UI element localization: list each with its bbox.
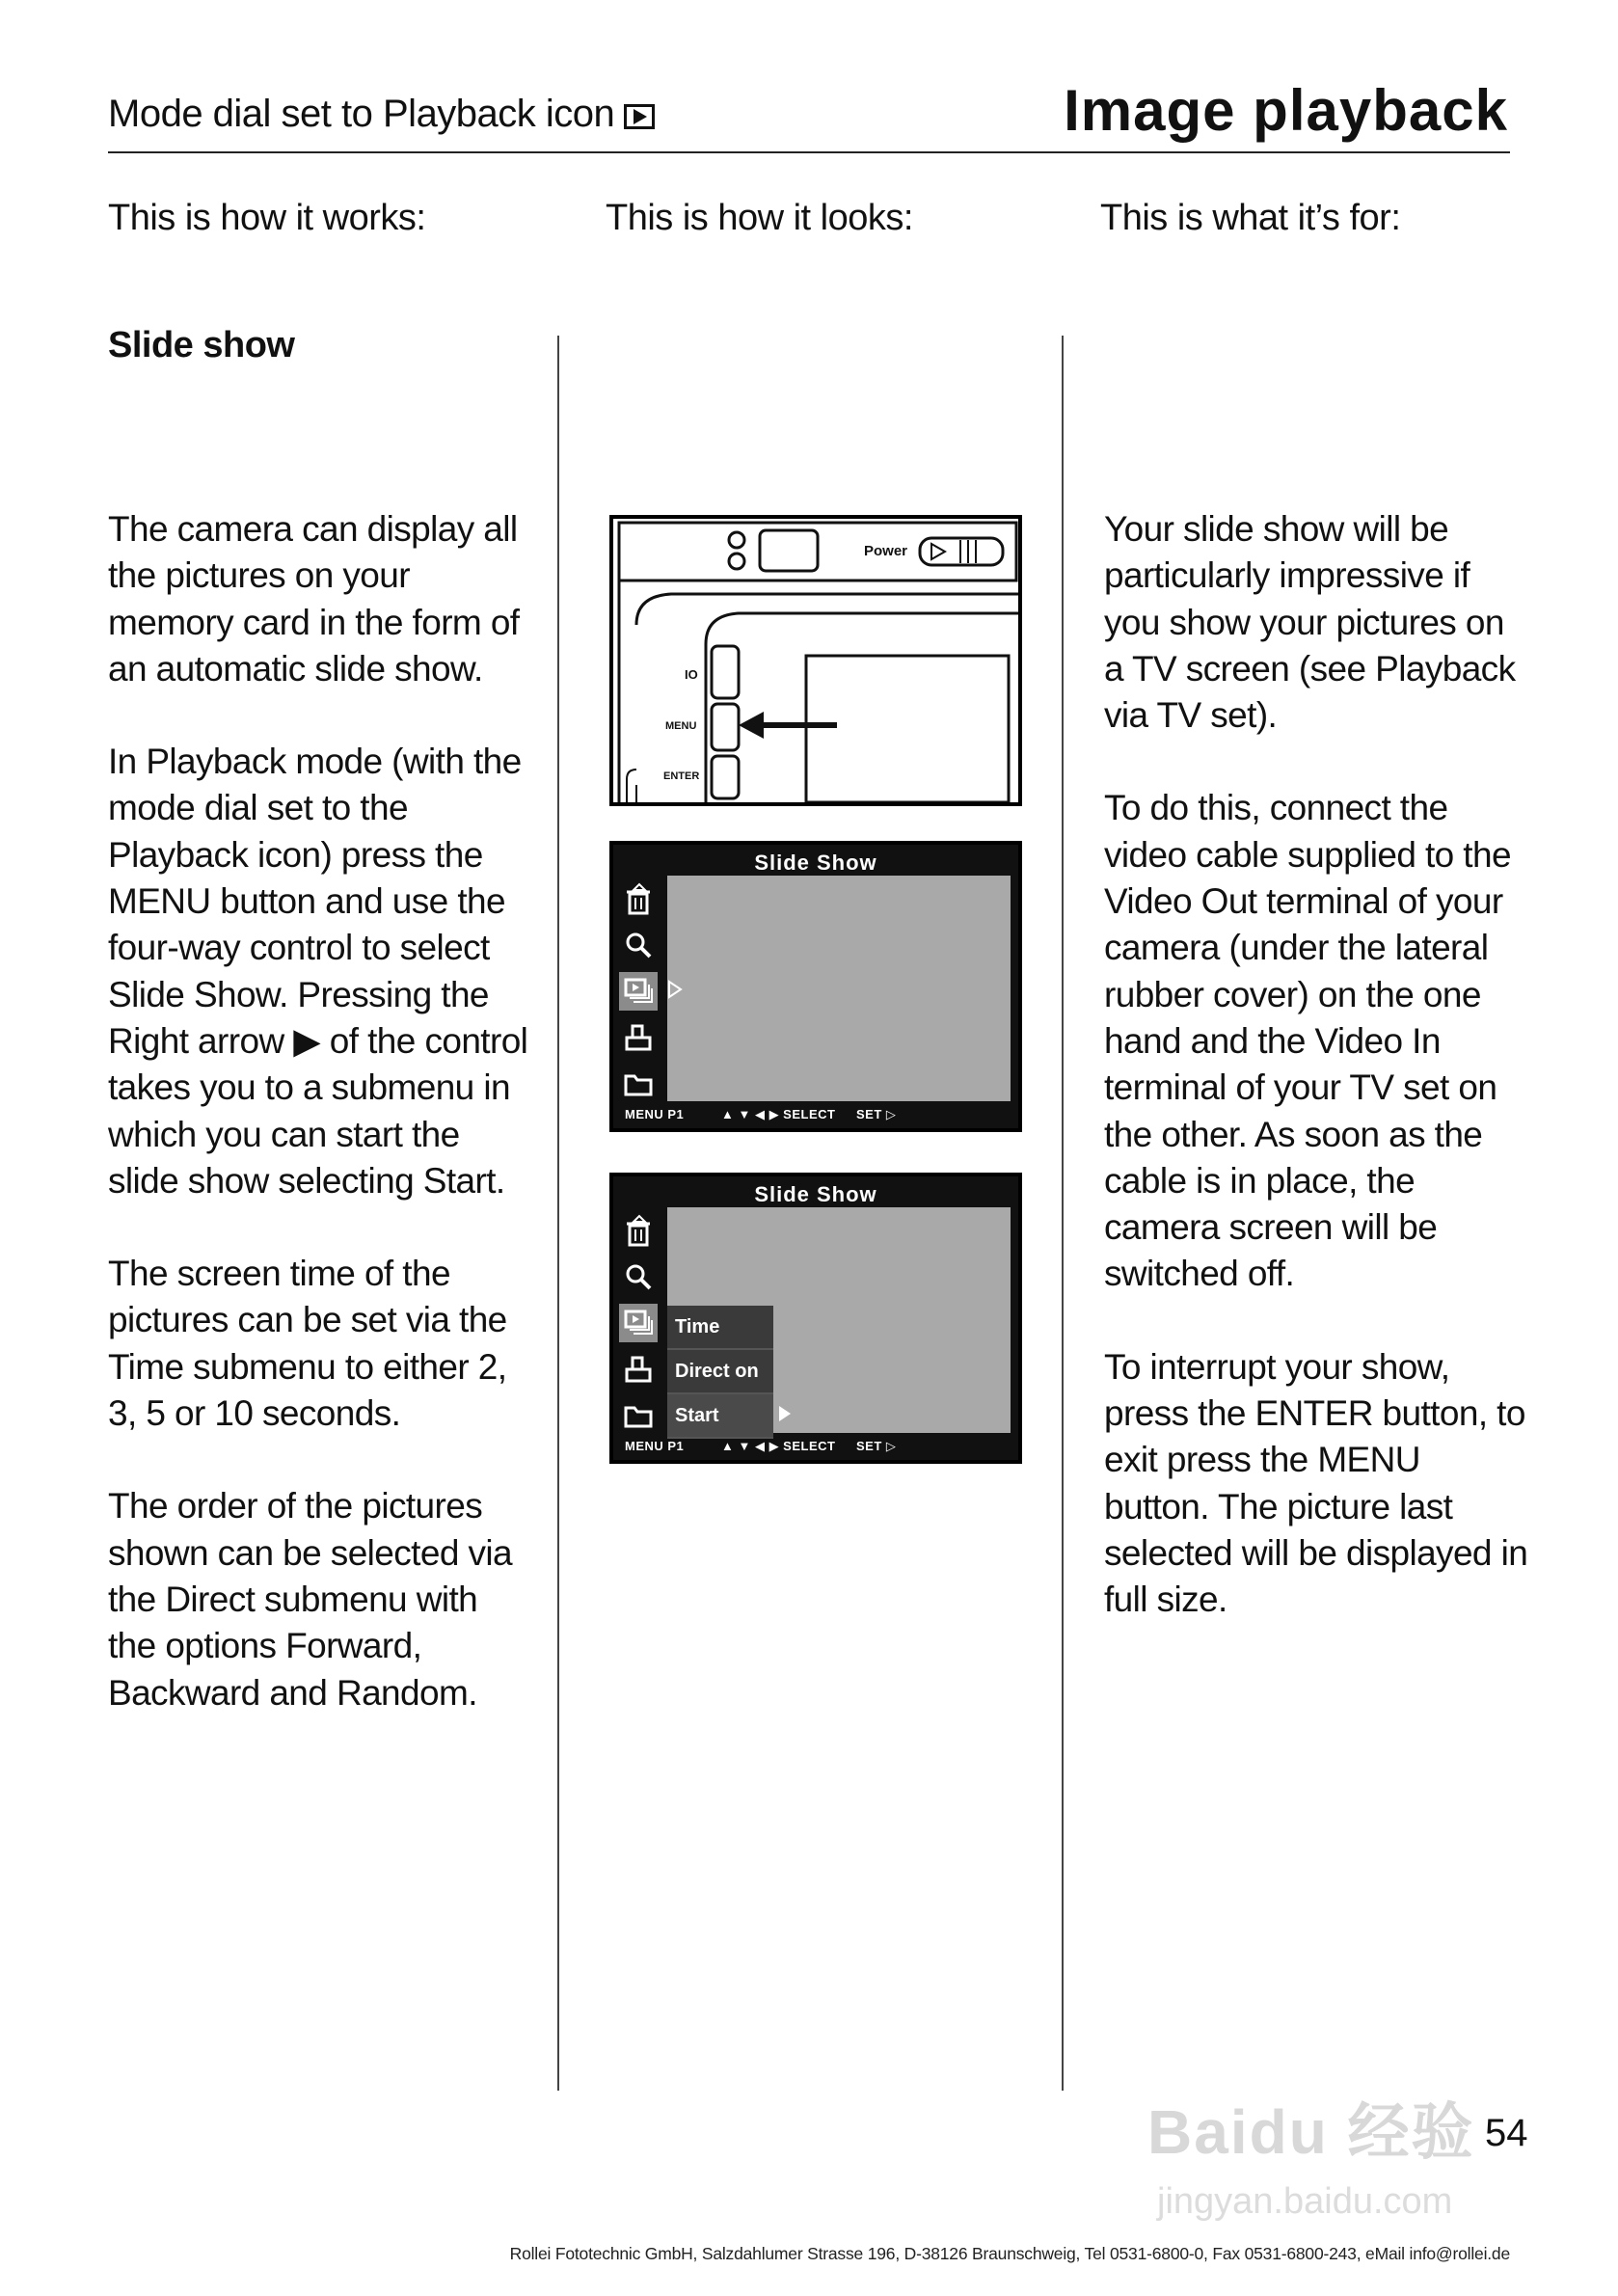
watermark-brand: Baidu 经验	[1147, 2097, 1475, 2167]
menu-button	[712, 704, 739, 750]
slideshow-icon	[619, 972, 658, 1011]
submenu-item-time[interactable]: Time	[667, 1306, 773, 1350]
publisher-footer: Rollei Fototechnic GmbH, Salzdahlumer Strasse 196, D-38126 Braunschweig, Tel 0531-6800-0, Fax 0531-6800-243, eMail info@rollei.de	[509, 2244, 1510, 2263]
column-heading-for: This is what it’s for:	[1100, 198, 1401, 238]
screen-content-area	[667, 876, 1011, 1101]
trash-icon	[619, 1211, 658, 1250]
column-heading-works: This is how it works:	[108, 198, 426, 238]
column-divider-right	[1062, 336, 1064, 2091]
header-mode-text: Mode dial set to Playback icon	[108, 93, 655, 136]
slideshow-icon	[619, 1304, 658, 1342]
menu-icon-column	[619, 879, 663, 1111]
magnify-icon	[619, 1257, 658, 1296]
menu-icon-column	[619, 1211, 663, 1443]
footer-select-label: ▲ ▼ ◀ ▶ SELECT	[721, 1107, 836, 1121]
screen-title: Slide Show	[754, 851, 877, 875]
works-text	[108, 506, 532, 1763]
trash-icon	[619, 879, 658, 918]
watermark	[1147, 2083, 1475, 2223]
print-icon	[619, 1350, 658, 1389]
footer-select-label: ▲ ▼ ◀ ▶ SELECT	[721, 1439, 836, 1453]
footer-menu-label: MENU P1	[625, 1107, 685, 1121]
works-paragraph: The camera can display all the pictures on your memory card in the form of an automatic slide show.	[108, 509, 520, 689]
slide-show-menu-screen	[609, 841, 1022, 1132]
for-text	[1104, 506, 1528, 1670]
enter-button	[712, 756, 739, 798]
submenu-item-direct[interactable]: Direct on	[667, 1350, 773, 1394]
screen-title: Slide Show	[754, 1182, 877, 1206]
header-divider	[108, 151, 1510, 153]
watermark-url: jingyan.baidu.com	[1157, 2181, 1453, 2222]
page-number: 54	[1485, 2112, 1528, 2154]
screen-footer	[625, 1437, 1011, 1456]
for-paragraph: To do this, connect the video cable supplied to the Video Out terminal of your camera (under the lateral rubber cover) on the one hand and the Video In terminal of your TV set on the other. As soon as the cable is in place, the camera screen will be switched off.	[1104, 788, 1511, 1294]
works-paragraph: In Playback mode (with the mode dial set to the Playback icon) press the MENU button and use the four-way control to select Slide Show. Pressing the Right arrow ▶ of the control takes you to a submenu in which you can start the slide show selecting Start.	[108, 742, 528, 1201]
screen-footer	[625, 1105, 1011, 1124]
works-paragraph: The screen time of the pictures can be set via the Time submenu to either 2, 3, 5 or 10 seconds.	[108, 1254, 507, 1434]
right-arrow-icon	[777, 1404, 793, 1423]
io-label: IO	[685, 667, 698, 682]
slideshow-submenu	[667, 1306, 773, 1439]
magnify-icon	[619, 926, 658, 964]
footer-set-label: SET ▷	[856, 1439, 897, 1453]
right-arrow-icon	[667, 980, 683, 999]
folder-icon	[619, 1065, 658, 1103]
power-label: Power	[864, 543, 908, 559]
for-paragraph: Your slide show will be particularly impressive if you show your pictures on a TV screen (see Playback via TV set).	[1104, 509, 1516, 736]
slide-show-submenu-screen	[609, 1173, 1022, 1464]
camera-back-illustration	[613, 519, 1018, 802]
camera-back-figure	[609, 515, 1022, 806]
footer-menu-label: MENU P1	[625, 1439, 685, 1453]
column-divider-left	[557, 336, 559, 2091]
folder-icon	[619, 1396, 658, 1435]
print-icon	[619, 1018, 658, 1057]
submenu-item-start[interactable]: Start	[667, 1394, 773, 1439]
for-paragraph: To interrupt your show, press the ENTER button, to exit press the MENU button. The picture last selected will be displayed in full size.	[1104, 1346, 1528, 1620]
page-title: Image playback	[1064, 78, 1508, 143]
enter-label: ENTER	[663, 770, 700, 782]
arrow-icon	[739, 712, 764, 739]
column-heading-looks: This is how it looks:	[606, 198, 913, 238]
works-paragraph: The order of the pictures shown can be selected via the Direct submenu with the options Forward, Backward and Random.	[108, 1486, 512, 1713]
menu-label: MENU	[665, 720, 697, 732]
playback-icon	[624, 104, 655, 129]
section-title: Slide show	[108, 325, 295, 365]
footer-set-label: SET ▷	[856, 1107, 897, 1121]
